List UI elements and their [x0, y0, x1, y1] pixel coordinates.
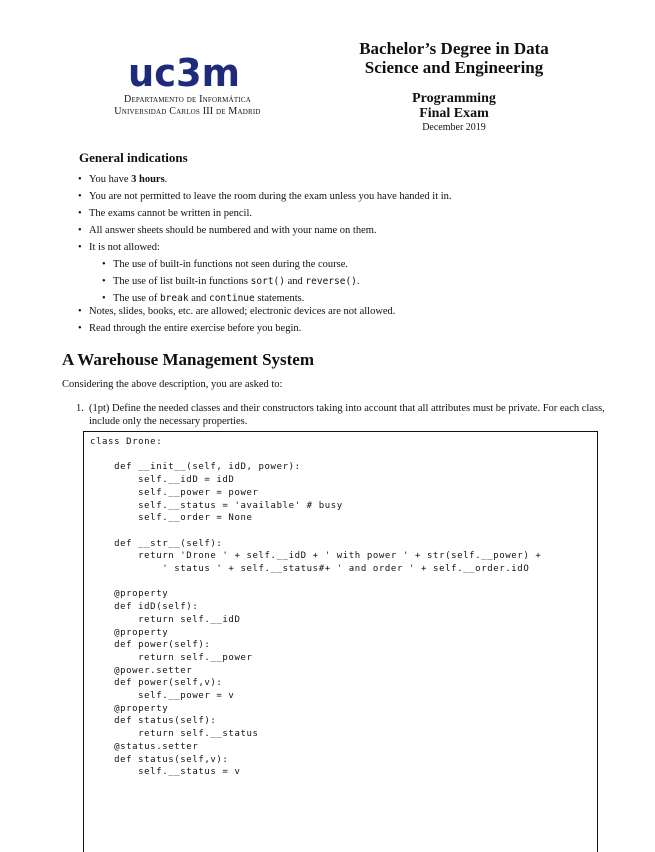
section-title: A Warehouse Management System — [62, 350, 315, 369]
code-line: self.__idD = idD — [90, 475, 235, 486]
list-item: • Notes, slides, books, etc. are allowed; electronic devices are not allowed. — [78, 306, 396, 317]
code-line: class Drone: — [90, 437, 163, 447]
code-line: @property — [90, 703, 169, 714]
university-name: Universidad Carlos III de Madrid — [114, 106, 261, 117]
logo-text: uc3m — [128, 56, 240, 92]
exam-date: December 2019 — [422, 122, 486, 133]
list-item: • The use of built-in functions not seen during the course. — [102, 259, 349, 270]
code-listing-box — [83, 431, 598, 852]
list-item: • The use of list built-in functions sort() and reverse(). — [102, 276, 360, 288]
code-line: self.__status = v — [90, 767, 241, 778]
code-line — [90, 576, 541, 589]
code-line: self.__power = power — [90, 487, 259, 498]
list-item: • Read through the entire exercise before you begin. — [78, 323, 302, 335]
exam-title: Final Exam — [419, 106, 489, 121]
code-line: def power(self,v): — [90, 678, 223, 689]
indications-list — [78, 173, 452, 258]
code-line: return 'Drone ' + self.__idD + ' with power ' + str(self.__power) + — [90, 551, 542, 562]
list-item: • All answer sheets should be numbered and with your name on them. — [78, 225, 377, 237]
section-intro: Considering the above description, you are asked to: — [62, 379, 283, 390]
not-allowed-sublist — [102, 258, 360, 309]
degree-line-1: Bachelor’s Degree in Data — [359, 39, 549, 58]
uc3m-logo — [128, 56, 240, 92]
code-line: @power.setter — [90, 665, 193, 676]
code-line: self.__status = 'available' # busy — [90, 500, 343, 511]
degree-line-2: Science and Engineering — [364, 58, 544, 77]
code-line: return self.__power — [90, 652, 253, 663]
list-item: • You have 3 hours. — [78, 174, 168, 185]
question-1 — [76, 402, 606, 428]
list-item: • The exams cannot be written in pencil. — [78, 208, 252, 220]
code-line: def power(self): — [90, 640, 211, 651]
code-line — [90, 525, 541, 538]
question-text: (1pt) Define the needed classes and their constructors taking into account that all attributes must be private. For each class, include only the necessary properties. — [89, 403, 605, 427]
code-line: self.__power = v — [90, 691, 235, 702]
code-line: def idD(self): — [90, 602, 199, 613]
code-listing — [90, 436, 541, 779]
code-line — [90, 449, 541, 462]
list-item: • The use of break and continue statements. — [102, 293, 305, 305]
code-line: def status(self): — [90, 716, 217, 727]
code-line: def __init__(self, idD, power): — [90, 462, 301, 473]
code-line: return self.__idD — [90, 614, 241, 625]
code-line: self.__order = None — [90, 513, 253, 524]
code-line: def __str__(self): — [90, 538, 223, 549]
code-line: def status(self,v): — [90, 754, 229, 765]
list-item: • It is not allowed: — [78, 242, 160, 254]
code-line: @property — [90, 627, 169, 638]
code-line: @status.setter — [90, 741, 199, 752]
code-line: ' status ' + self.__status#+ ' and order ' + self.__order.idO — [90, 564, 530, 575]
indications-title: General indications — [79, 150, 188, 165]
course-title: Programming — [412, 91, 496, 106]
code-line: return self.__status — [90, 729, 259, 740]
question-number: 1. — [76, 403, 84, 414]
code-line: @property — [90, 589, 169, 600]
indications-list-continued — [78, 305, 396, 339]
list-item: • You are not permitted to leave the room during the exam unless you have handed it in. — [78, 191, 452, 203]
department-name: Departamento de Informática — [124, 94, 251, 105]
